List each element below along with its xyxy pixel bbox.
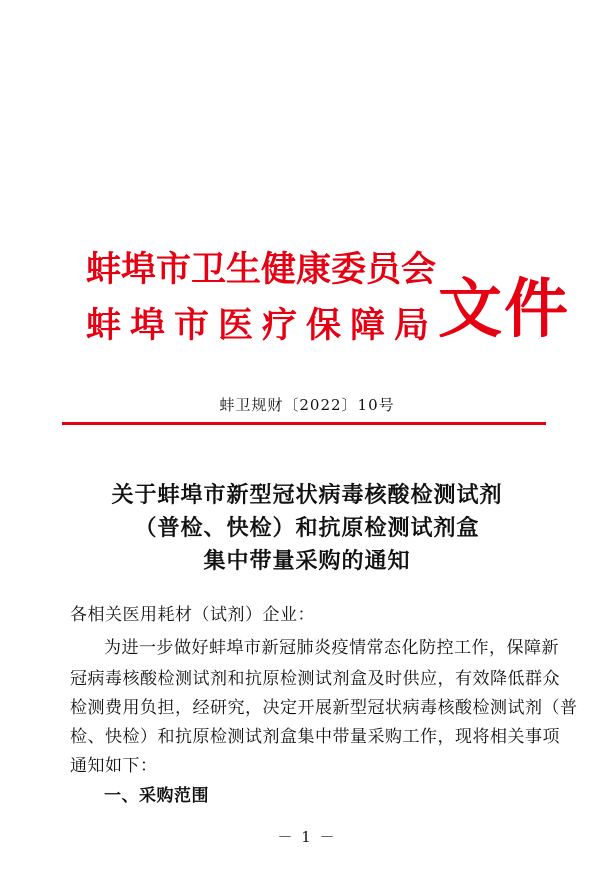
paragraph-line: 检测费用负担，经研究，决定开展新型冠状病毒核酸检测试剂（普 — [70, 698, 578, 718]
notice-title-line-2: （普检、快检）和抗原检测试剂盒 — [134, 515, 480, 541]
document-number: 蚌卫规财〔2022〕10号 — [219, 396, 395, 414]
issuer-health-commission: 蚌埠市卫生健康委员会 — [86, 250, 437, 290]
red-header — [86, 236, 570, 354]
paragraph-line: 冠病毒核酸检测试剂和抗原检测试剂盒及时供应，有效降低群众 — [70, 669, 560, 689]
document-type-label: 文件 — [438, 273, 570, 347]
notice-title-line-1: 关于蚌埠市新型冠状病毒核酸检测试剂 — [111, 482, 503, 508]
section-heading: 一、采购范围 — [104, 786, 209, 806]
page-number: － 1 － — [277, 828, 337, 846]
issuer-medical-security-bureau: 蚌埠市医疗保障局 — [86, 306, 439, 346]
paragraph-line: 通知如下： — [70, 756, 158, 776]
salutation: 各相关医用耗材（试剂）企业： — [70, 605, 315, 625]
red-divider-line — [62, 422, 546, 425]
paragraph-line: 为进一步做好蚌埠市新冠肺炎疫情常态化防控工作，保障新 — [104, 638, 559, 658]
paragraph-line: 检、快检）和抗原检测试剂盒集中带量采购工作，现将相关事项 — [70, 727, 560, 747]
notice-title-line-3: 集中带量采购的通知 — [203, 548, 411, 574]
